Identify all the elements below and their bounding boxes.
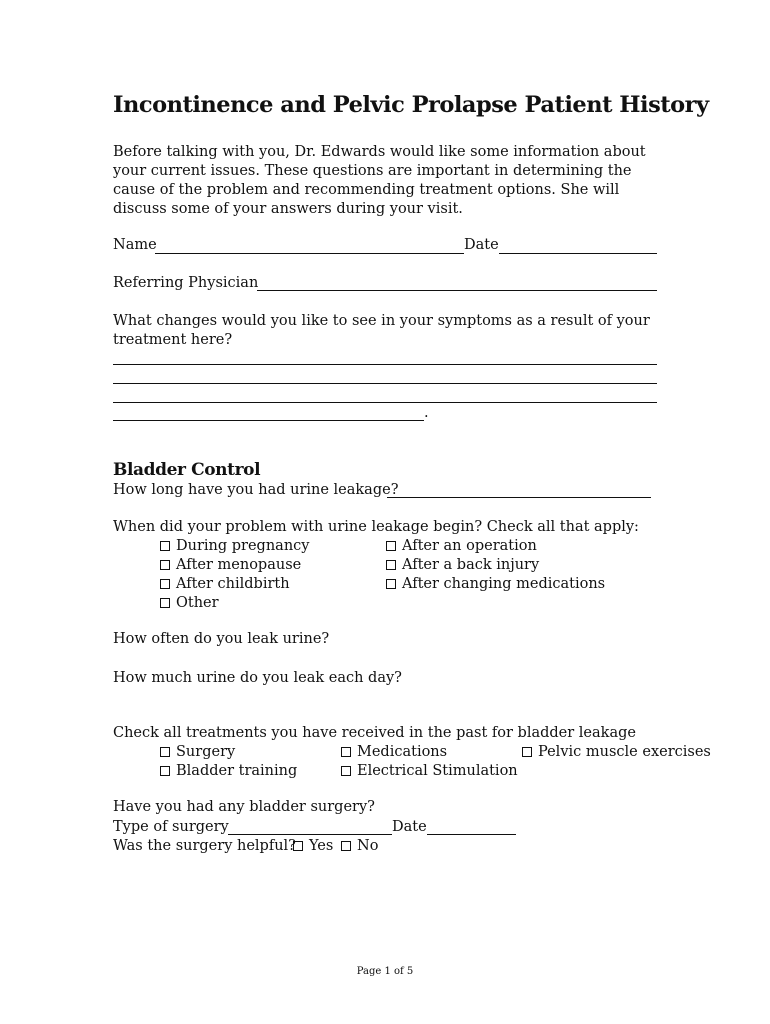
checkbox-icon[interactable]	[386, 579, 396, 589]
checkbox-icon[interactable]	[341, 747, 351, 757]
section-heading-bladder-control: Bladder Control	[113, 460, 261, 480]
answer-line-3[interactable]	[113, 402, 657, 403]
checkbox-icon[interactable]	[341, 766, 351, 776]
date-field-line[interactable]	[499, 253, 657, 254]
onset-option-childbirth[interactable]: After childbirth	[160, 576, 290, 592]
checkbox-icon[interactable]	[522, 747, 532, 757]
name-label: Name	[113, 237, 157, 253]
name-field-line[interactable]	[155, 253, 464, 254]
date-label: Date	[464, 237, 499, 253]
checkbox-icon[interactable]	[160, 598, 170, 608]
onset-question: When did your problem with urine leakage begin? Check all that apply:	[113, 519, 639, 535]
checkbox-icon[interactable]	[160, 579, 170, 589]
surgery-helpful-question: Was the surgery helpful?	[113, 838, 296, 854]
onset-option-back-injury[interactable]: After a back injury	[386, 557, 539, 573]
surgery-type-label: Type of surgery	[113, 819, 229, 835]
onset-option-other[interactable]: Other	[160, 595, 219, 611]
treatments-question: Check all treatments you have received in the past for bladder leakage	[113, 725, 636, 741]
leak-duration-question: How long have you had urine leakage?	[113, 482, 399, 498]
treatment-option-pelvic-exercises[interactable]: Pelvic muscle exercises	[522, 744, 711, 760]
changes-question: What changes would you like to see in your symptoms as a result of your treatment here?	[113, 313, 650, 348]
treatment-option-bladder-training[interactable]: Bladder training	[160, 763, 297, 779]
onset-option-operation[interactable]: After an operation	[386, 538, 537, 554]
surgery-helpful-yes[interactable]: Yes	[293, 838, 333, 854]
checkbox-icon[interactable]	[386, 560, 396, 570]
onset-option-menopause[interactable]: After menopause	[160, 557, 301, 573]
answer-line-1[interactable]	[113, 364, 657, 365]
answer-line-4[interactable]	[113, 420, 424, 421]
checkbox-icon[interactable]	[293, 841, 303, 851]
leak-duration-field-line[interactable]	[387, 497, 651, 498]
checkbox-icon[interactable]	[160, 747, 170, 757]
leak-frequency-question: How often do you leak urine?	[113, 631, 330, 647]
surgery-helpful-no[interactable]: No	[341, 838, 378, 854]
surgery-question: Have you had any bladder surgery?	[113, 799, 375, 815]
checkbox-icon[interactable]	[386, 541, 396, 551]
checkbox-icon[interactable]	[160, 560, 170, 570]
surgery-date-field-line[interactable]	[427, 834, 516, 835]
treatment-option-electrical-stimulation[interactable]: Electrical Stimulation	[341, 763, 518, 779]
page-number: Page 1 of 5	[356, 966, 414, 977]
treatment-option-surgery[interactable]: Surgery	[160, 744, 235, 760]
referring-physician-field-line[interactable]	[257, 290, 657, 291]
intro-paragraph: Before talking with you, Dr. Edwards would like some information about your current issues. These questions are important in determining the cause of the problem and recommending treatment options. She will discuss some of your answers during your visit.	[113, 144, 646, 217]
surgery-date-label: Date	[392, 819, 427, 835]
checkbox-icon[interactable]	[160, 541, 170, 551]
page-title: Incontinence and Pelvic Prolapse Patient History	[113, 92, 709, 118]
onset-option-medications[interactable]: After changing medications	[386, 576, 605, 592]
checkbox-icon[interactable]	[341, 841, 351, 851]
referring-physician-label: Referring Physician	[113, 275, 259, 291]
answer-period: .	[424, 405, 429, 421]
onset-option-pregnancy[interactable]: During pregnancy	[160, 538, 309, 554]
treatment-option-medications[interactable]: Medications	[341, 744, 447, 760]
surgery-type-field-line[interactable]	[228, 834, 392, 835]
answer-line-2[interactable]	[113, 383, 657, 384]
leak-amount-question: How much urine do you leak each day?	[113, 670, 402, 686]
checkbox-icon[interactable]	[160, 766, 170, 776]
